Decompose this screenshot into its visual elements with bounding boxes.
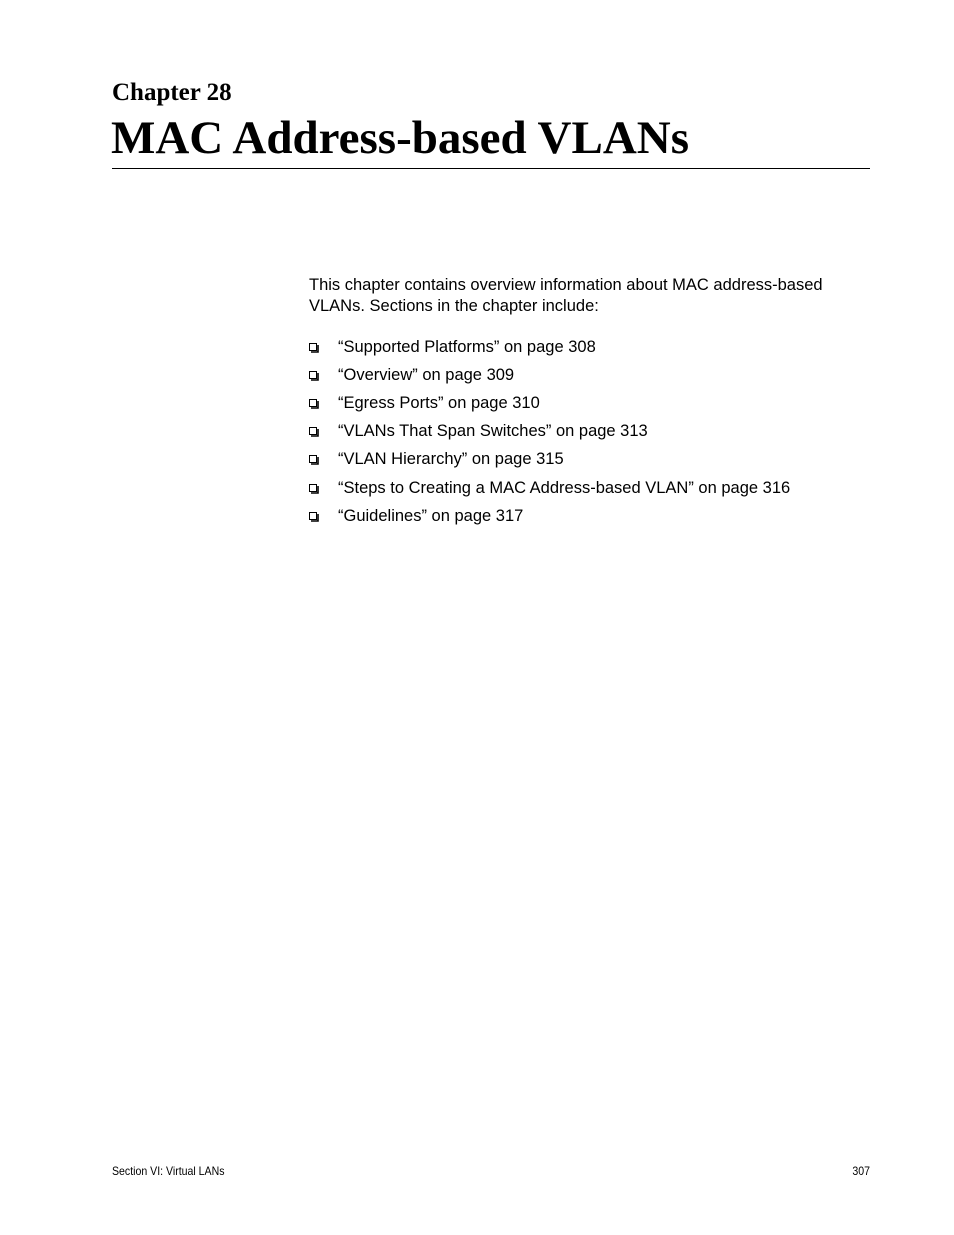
toc-link-egress-ports[interactable]: “Egress Ports” on page 310 <box>338 393 540 412</box>
hollow-square-bullet-icon <box>309 484 318 493</box>
toc-link-vlans-that-span-switches[interactable]: “VLANs That Span Switches” on page 313 <box>338 422 648 441</box>
toc-link-guidelines[interactable]: “Guidelines” on page 317 <box>338 506 524 525</box>
hollow-square-bullet-icon <box>309 455 318 464</box>
toc-link-supported-platforms[interactable]: “Supported Platforms” on page 308 <box>338 337 596 356</box>
list-item <box>309 502 790 530</box>
list-item <box>309 474 790 502</box>
hollow-square-bullet-icon <box>309 512 318 521</box>
list-item <box>309 361 790 389</box>
chapter-title: MAC Address-based VLANs <box>111 112 690 164</box>
hollow-square-bullet-icon <box>309 427 318 436</box>
hollow-square-bullet-icon <box>309 399 318 408</box>
toc-link-steps-to-creating[interactable]: “Steps to Creating a MAC Address-based VLAN” on page 316 <box>338 478 791 497</box>
list-item <box>309 333 790 361</box>
list-item <box>309 446 790 474</box>
hollow-square-bullet-icon <box>309 371 318 380</box>
list-item <box>309 418 790 446</box>
title-divider <box>112 168 870 169</box>
footer-page-number: 307 <box>852 1164 870 1178</box>
toc-link-vlan-hierarchy[interactable]: “VLAN Hierarchy” on page 315 <box>338 450 564 469</box>
intro-paragraph: This chapter contains overview information about MAC address-based VLANs. Sections in the chapter include: <box>309 276 823 315</box>
section-list <box>309 333 790 530</box>
chapter-label: Chapter 28 <box>112 79 232 106</box>
footer-section-title: Section VI: Virtual LANs <box>112 1164 225 1178</box>
list-item <box>309 389 790 417</box>
hollow-square-bullet-icon <box>309 343 318 352</box>
toc-link-overview[interactable]: “Overview” on page 309 <box>338 365 515 384</box>
